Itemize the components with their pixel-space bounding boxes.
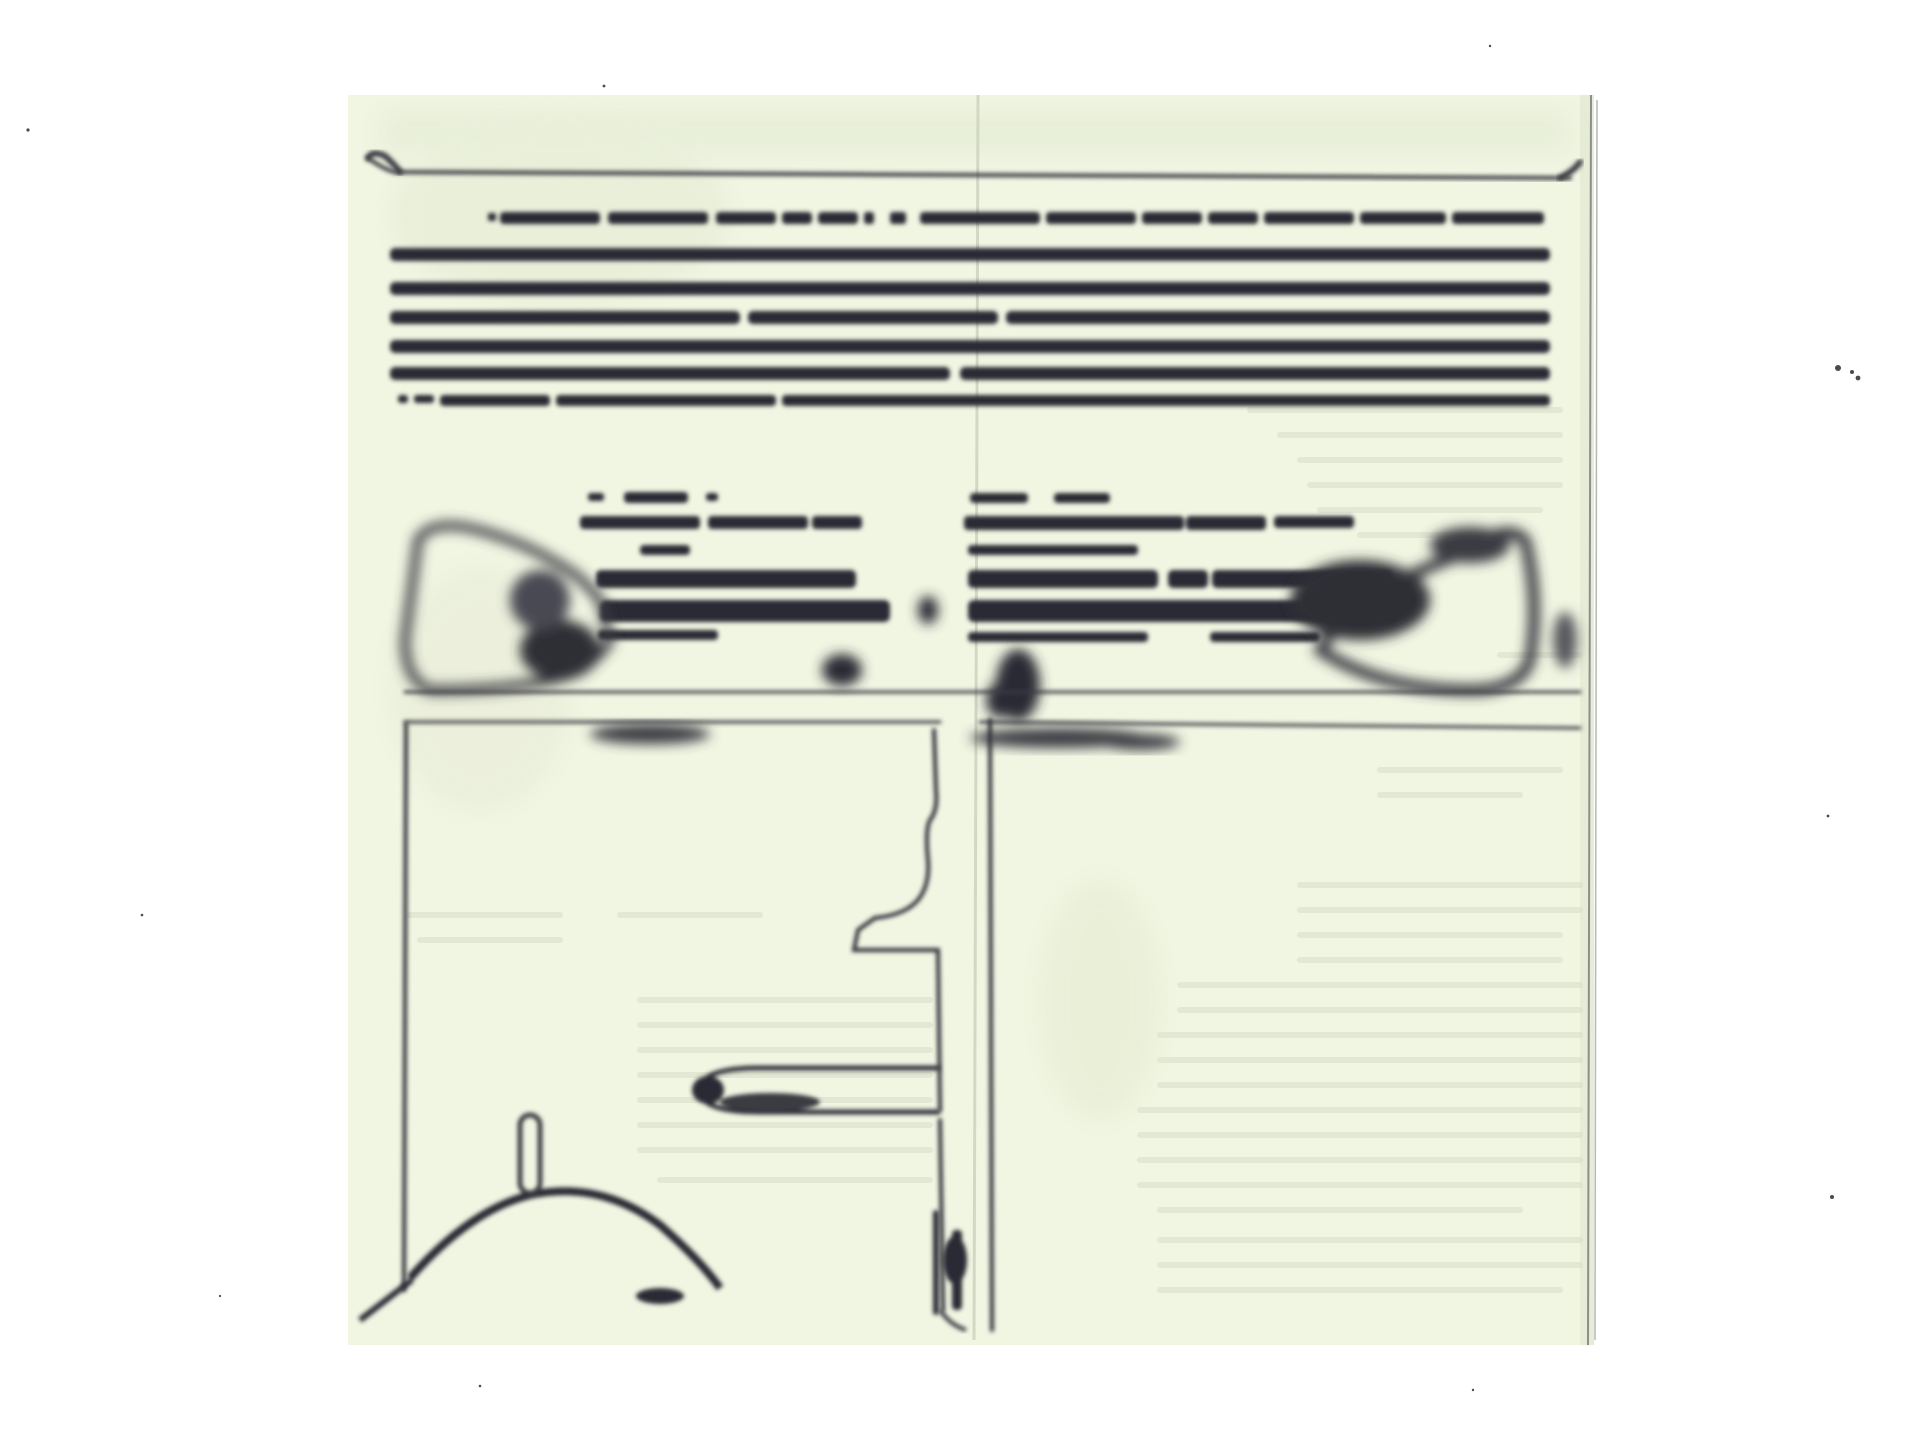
- page-fold-strip: [1580, 95, 1594, 1345]
